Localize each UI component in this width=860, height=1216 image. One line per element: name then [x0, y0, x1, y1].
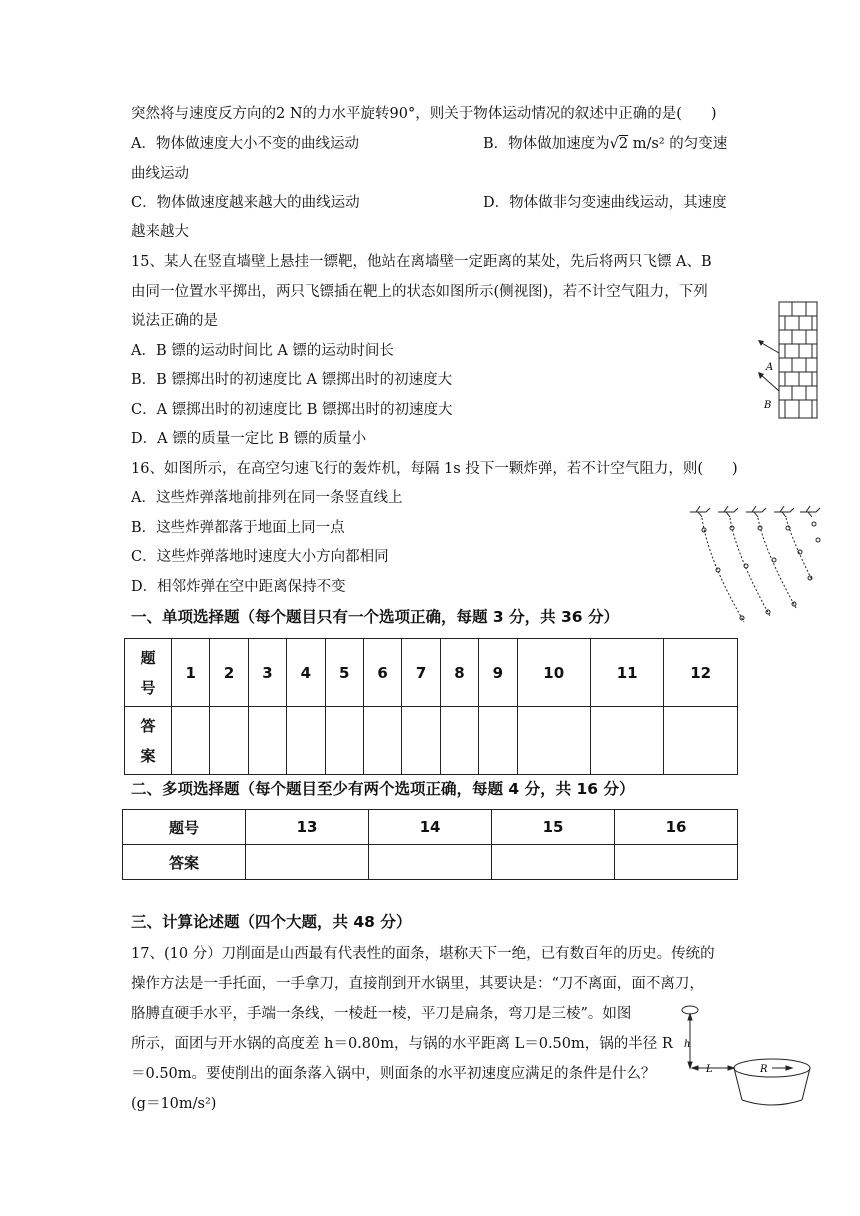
table-cell: 12 — [664, 639, 738, 707]
table-cell: 13 — [246, 810, 369, 845]
answer-cell[interactable] — [287, 707, 325, 775]
q14-option-a: A．物体做速度大小不变的曲线运动 — [131, 136, 359, 152]
table-cell: 3 — [248, 639, 286, 707]
q16-option-d: D．相邻炸弹在空中距离保持不变 — [131, 579, 346, 595]
sqrt-symbol: √ — [609, 136, 619, 152]
q17-line2: 操作方法是一手托面，一手拿刀，直接削到开水锅里，其要诀是：“刀不离面，面不离刀， — [131, 976, 704, 992]
q15-option-c: C．A 镖掷出时的初速度比 B 镖掷出时的初速度大 — [131, 402, 453, 418]
radius-label: R — [760, 1064, 768, 1075]
answer-cell[interactable] — [590, 707, 663, 775]
section3-title: 三、计算论述题（四个大题，共 48 分） — [131, 913, 412, 931]
answer-cell[interactable] — [248, 707, 286, 775]
q15-stem-line2: 由同一位置水平掷出，两只飞镖插在靶上的状态如图所示(侧视图)，若不计空气阻力，下列 — [131, 284, 708, 300]
table-cell: 14 — [369, 810, 492, 845]
answer-cell[interactable] — [325, 707, 363, 775]
answer-cell[interactable] — [492, 845, 615, 880]
section1-title: 一、单项选择题（每个题目只有一个选项正确，每题 3 分，共 36 分） — [131, 608, 619, 626]
q15-option-a: A．B 镖的运动时间比 A 镖的运动时间长 — [131, 343, 394, 359]
q15-stem-line1: 15、某人在竖直墙壁上悬挂一镖靶，他站在离墙壁一定距离的某处，先后将两只飞镖 A、B — [131, 254, 712, 270]
q14-option-d: D．物体做非匀变速曲线运动，其速度 — [483, 195, 727, 211]
table-cell: 11 — [590, 639, 663, 707]
q16-option-c: C．这些炸弹落地时速度大小方向都相同 — [131, 549, 389, 565]
q14-option-c: C．物体做速度越来越大的曲线运动 — [131, 195, 360, 211]
row-head-answer: 答案 — [123, 845, 246, 880]
table-cell: 15 — [492, 810, 615, 845]
row-head-number: 题号 — [123, 810, 246, 845]
q15-stem-line3: 说法正确的是 — [131, 313, 218, 329]
answer-cell[interactable] — [172, 707, 210, 775]
answer-cell[interactable] — [210, 707, 248, 775]
answer-cell[interactable] — [440, 707, 478, 775]
q17-line1: 17、(10 分）刀削面是山西最有代表性的面条，堪称天下一绝，已有数百年的历史。传统的 — [131, 946, 715, 962]
q14-option-d-continued: 越来越大 — [131, 224, 189, 240]
multi-choice-answer-table — [122, 809, 738, 880]
answer-cell[interactable] — [479, 707, 517, 775]
q16-stem: 16、如图所示，在高空匀速飞行的轰炸机，每隔 1s 投下一颗炸弹，若不计空气阻力，则( ) — [131, 461, 738, 477]
height-label: h — [684, 1039, 691, 1050]
answer-cell[interactable] — [246, 845, 369, 880]
q17-line6: (g＝10m/s²) — [131, 1096, 217, 1112]
table-cell: 5 — [325, 639, 363, 707]
table-cell: 2 — [210, 639, 248, 707]
q17-line5: ＝0.50m。要使削出的面条落入锅中，则面条的水平初速度应满足的条件是什么？ — [131, 1066, 656, 1082]
answer-cell[interactable] — [363, 707, 401, 775]
q16-option-a: A．这些炸弹落地前排列在同一条竖直线上 — [131, 490, 403, 506]
table-cell: 8 — [440, 639, 478, 707]
q17-line3: 胳膊直硬手水平，手端一条线，一棱赶一棱，平刀是扁条，弯刀是三棱”。如图 — [131, 1006, 632, 1022]
q14-stem: 突然将与速度反方向的2 N的力水平旋转90°，则关于物体运动情况的叙述中正确的是( ) — [131, 106, 717, 122]
distance-label: L — [706, 1064, 713, 1075]
dart-a-label: A — [766, 362, 774, 373]
single-choice-answer-table — [124, 638, 738, 775]
dart-wall-figure — [752, 298, 822, 423]
q15-option-d: D．A 镖的质量一定比 B 镖的质量小 — [131, 431, 367, 447]
table-cell: 4 — [287, 639, 325, 707]
table-cell: 10 — [517, 639, 590, 707]
q17-line4: 所示，面团与开水锅的高度差 h＝0.80m，与锅的水平距离 L＝0.50m，锅的半径 R — [131, 1036, 673, 1052]
section2-title: 二、多项选择题（每个题目至少有两个选项正确，每题 4 分，共 16 分） — [131, 780, 635, 798]
table-cell: 7 — [402, 639, 440, 707]
row-head-number: 题号 — [125, 639, 172, 707]
answer-cell[interactable] — [402, 707, 440, 775]
table-cell: 9 — [479, 639, 517, 707]
table-cell: 16 — [615, 810, 738, 845]
table-cell: 1 — [172, 639, 210, 707]
dart-b-label: B — [764, 400, 772, 411]
answer-cell[interactable] — [664, 707, 738, 775]
q16-option-b: B．这些炸弹都落于地面上同一点 — [131, 520, 345, 536]
answer-cell[interactable] — [369, 845, 492, 880]
bomber-figure — [688, 500, 828, 630]
q14-option-b-continued: 曲线运动 — [131, 166, 189, 182]
row-head-answer: 答案 — [125, 707, 172, 775]
answer-cell[interactable] — [517, 707, 590, 775]
answer-cell[interactable] — [615, 845, 738, 880]
noodle-pot-figure — [672, 1000, 832, 1112]
table-cell: 6 — [363, 639, 401, 707]
q15-option-b: B．B 镖掷出时的初速度比 A 镖掷出时的初速度大 — [131, 372, 453, 388]
q14-option-b: B．物体做加速度为√2 m/s² 的匀变速 — [483, 136, 728, 152]
